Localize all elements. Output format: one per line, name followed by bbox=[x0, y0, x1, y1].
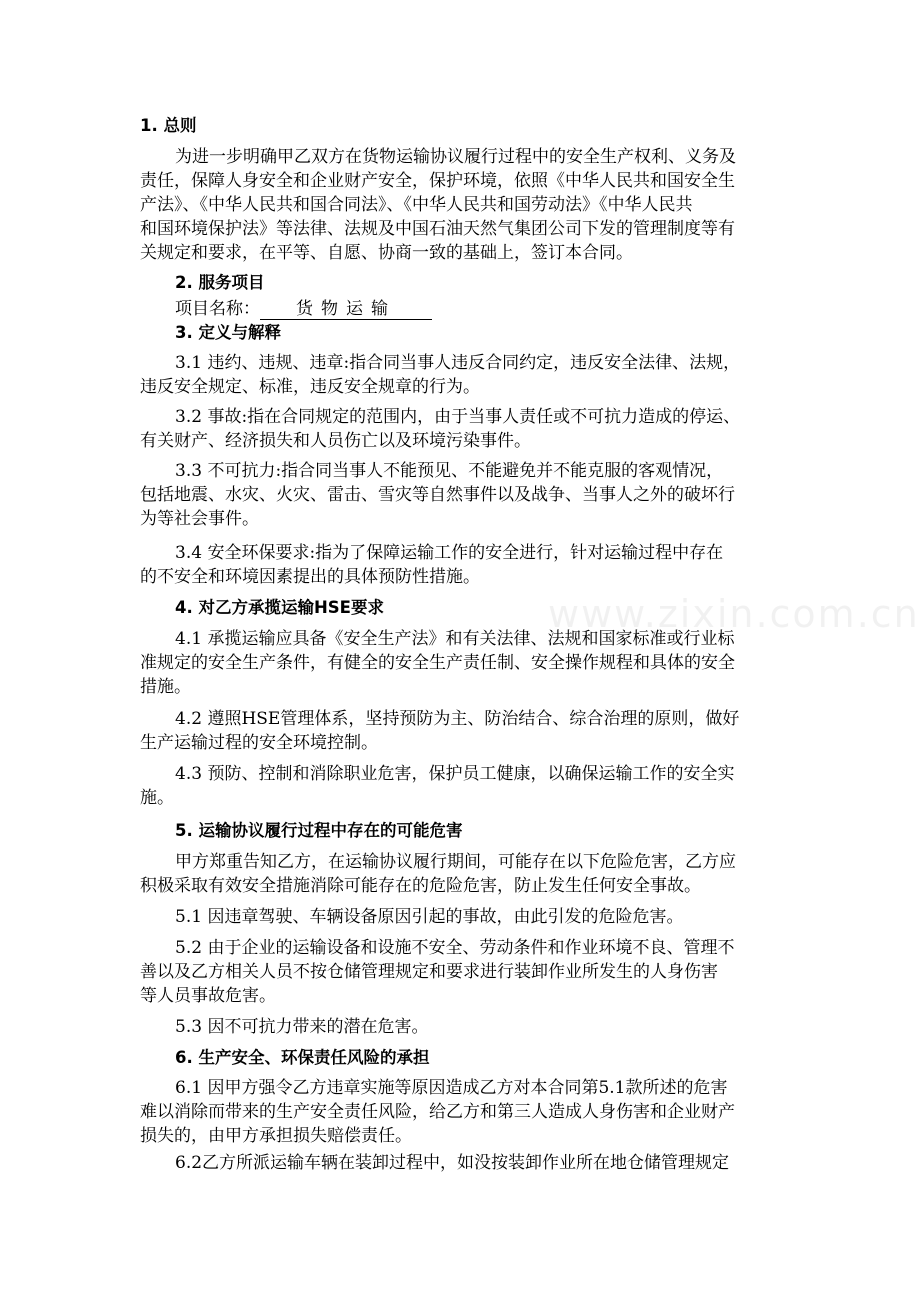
paragraph-line: 损失的，由甲方承担损失赔偿责任。 bbox=[140, 1126, 412, 1146]
paragraph-line: 生产运输过程的安全环境控制。 bbox=[140, 733, 378, 753]
section-heading-hazards: 5. 运输协议履行过程中存在的可能危害 bbox=[175, 821, 463, 840]
paragraph-line: 难以消除而带来的生产安全责任风险，给乙方和第三人造成人身伤害和企业财产 bbox=[140, 1102, 735, 1122]
paragraph-line: 准规定的安全生产条件，有健全的安全生产责任制、安全操作规程和具体的安全 bbox=[140, 653, 735, 673]
paragraph-line: 违反安全规定、标准，违反安全规章的行为。 bbox=[140, 377, 480, 397]
section-heading-liability: 6. 生产安全、环保责任风险的承担 bbox=[175, 1048, 430, 1067]
paragraph-line: 施。 bbox=[140, 788, 174, 808]
paragraph-line: 产法》、《中华人民共和国合同法》、《中华人民共和国劳动法》《中华人民共 bbox=[140, 195, 693, 215]
paragraph-line: 甲方郑重告知乙方，在运输协议履行期间，可能存在以下危险危害，乙方应 bbox=[175, 852, 736, 872]
paragraph-line: 4.1 承揽运输应具备《安全生产法》和有关法律、法规和国家标准或行业标 bbox=[175, 629, 735, 649]
paragraph-line: 3.4 安全环保要求:指为了保障运输工作的安全进行，针对运输过程中存在 bbox=[175, 543, 724, 563]
section-heading-hse: 4. 对乙方承揽运输HSE要求 bbox=[175, 598, 384, 617]
project-name-label: 项目名称： bbox=[175, 299, 260, 319]
paragraph-line: 措施。 bbox=[140, 677, 191, 697]
paragraph-line: 积极采取有效安全措施消除可能存在的危险危害，防止发生任何安全事故。 bbox=[140, 876, 701, 896]
section-heading-general: 1. 总则 bbox=[140, 116, 197, 135]
project-name-row bbox=[175, 298, 432, 320]
paragraph-line: 5.1 因违章驾驶、车辆设备原因引起的事故，由此引发的危险危害。 bbox=[175, 907, 684, 927]
paragraph-line: 3.1 违约、违规、违章:指合同当事人违反合同约定，违反安全法律、法规， bbox=[175, 353, 741, 373]
paragraph-line: 为进一步明确甲乙双方在货物运输协议履行过程中的安全生产权利、义务及 bbox=[175, 147, 736, 167]
paragraph-line: 4.2 遵照HSE管理体系，坚持预防为主、防治结合、综合治理的原则，做好 bbox=[175, 709, 740, 729]
paragraph-line: 6.1 因甲方强令乙方违章实施等原因造成乙方对本合同第5.1款所述的危害 bbox=[175, 1078, 728, 1098]
paragraph-line: 为等社会事件。 bbox=[140, 509, 259, 529]
project-name-value: 货物运输 bbox=[260, 299, 432, 320]
paragraph-line: 3.3 不可抗力:指合同当事人不能预见、不能避免并不能克服的客观情况， bbox=[175, 461, 724, 481]
paragraph-line: 责任，保障人身安全和企业财产安全，保护环境，依照《中华人民共和国安全生 bbox=[140, 171, 735, 191]
paragraph-line: 5.2 由于企业的运输设备和设施不安全、劳动条件和作业环境不良、管理不 bbox=[175, 938, 735, 958]
paragraph-line: 等人员事故危害。 bbox=[140, 986, 276, 1006]
watermark: www.zixin.com.cn bbox=[548, 592, 920, 636]
paragraph-line: 的不安全和环境因素提出的具体预防性措施。 bbox=[140, 567, 480, 587]
paragraph-line: 包括地震、水灾、火灾、雷击、雪灾等自然事件以及战争、当事人之外的破坏行 bbox=[140, 485, 735, 505]
paragraph-line: 善以及乙方相关人员不按仓储管理规定和要求进行装卸作业所发生的人身伤害 bbox=[140, 962, 718, 982]
paragraph-line: 3.2 事故:指在合同规定的范围内，由于当事人责任或不可抗力造成的停运、 bbox=[175, 407, 741, 427]
paragraph-line: 和国环境保护法》等法律、法规及中国石油天然气集团公司下发的管理制度等有 bbox=[140, 219, 735, 239]
paragraph-line: 关规定和要求，在平等、自愿、协商一致的基础上，签订本合同。 bbox=[140, 243, 633, 263]
section-heading-definitions: 3. 定义与解释 bbox=[175, 323, 281, 342]
paragraph-line: 有关财产、经济损失和人员伤亡以及环境污染事件。 bbox=[140, 431, 531, 451]
paragraph-line: 4.3 预防、控制和消除职业危害，保护员工健康，以确保运输工作的安全实 bbox=[175, 764, 735, 784]
paragraph-line: 5.3 因不可抗力带来的潜在危害。 bbox=[175, 1017, 429, 1037]
paragraph-line: 6.2乙方所派运输车辆在装卸过程中，如没按装卸作业所在地仓储管理规定 bbox=[175, 1153, 730, 1173]
section-heading-service: 2. 服务项目 bbox=[175, 273, 265, 292]
